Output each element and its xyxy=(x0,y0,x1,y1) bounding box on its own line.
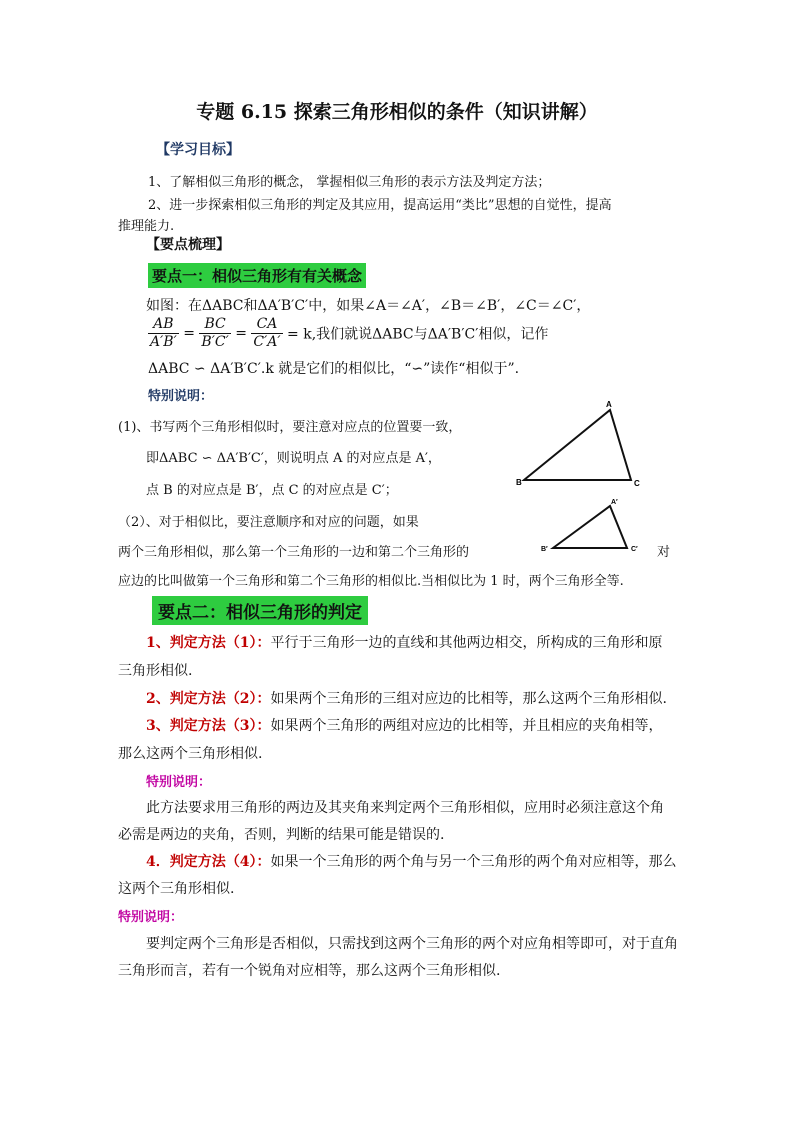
note-4-line-b: 三角形而言，若有一个锐角对应相等，那么这两个三角形相似. xyxy=(118,963,501,979)
method-4-line-b: 这两个三角形相似. xyxy=(118,881,235,897)
note-3-line-b: 必需是两边的夹角，否则，判断的结果可能是错误的. xyxy=(118,827,445,843)
method-1-text: 平行于三角形一边的直线和其他两边相交，所构成的三角形和原 xyxy=(270,635,663,651)
vertex-b-prime-label: B′ xyxy=(541,546,548,553)
method-3-line-b: 那么这两个三角形相似. xyxy=(118,746,263,762)
note-2-line-b-tail: 对 xyxy=(657,545,671,560)
learning-goals-heading: 【学习目标】 xyxy=(156,142,240,158)
special-note-label: 特别说明： xyxy=(148,389,214,404)
method-3-label: 3、判定方法（3）： xyxy=(146,718,271,734)
note-2-line-c: 应边的比叫做第一个三角形和第二个三角形的相似比.当相似比为 1 时，两个三角形全等. xyxy=(118,574,624,589)
method-3-line-a xyxy=(146,715,662,735)
key-points-heading: 【要点梳理】 xyxy=(146,237,230,253)
vertex-c-prime-label: C′ xyxy=(631,546,638,553)
ratio-ca: $\frac{CA}{C'A'}$ xyxy=(253,316,281,350)
note-2-line-a: （2）、对于相似比，要注意顺序和对应的问题，如果 xyxy=(118,515,419,530)
method-2-line xyxy=(146,688,667,708)
definition-line-2: = k,我们就说ΔABC与ΔA′B′C′相似，记作 xyxy=(287,326,549,343)
vertex-b-label: B xyxy=(516,478,522,487)
method-2-text: 如果两个三角形的三组对应边的比相等，那么这两个三角形相似. xyxy=(270,691,667,707)
equals-sign: = xyxy=(235,325,247,342)
goal-item-1: 1、了解相似三角形的概念， 掌握相似三角形的表示方法及判定方法； xyxy=(148,175,551,190)
method-1-label: 1、判定方法（1）： xyxy=(146,635,271,651)
note-4-line-a: 要判定两个三角形是否相似，只需找到这两个三角形的两个对应角相等即可，对于直角 xyxy=(146,936,678,952)
page-title: 专题 6.15 探索三角形相似的条件（知识讲解） xyxy=(196,101,598,123)
triangle-a1b1c1 xyxy=(553,506,627,548)
ratio-bc: $\frac{BC}{B'C'}$ xyxy=(201,316,229,350)
note-1-line-b: 即ΔABC ∽ ΔA′B′C′，则说明点 A 的对应点是 A′， xyxy=(146,451,441,466)
method-4-text: 如果一个三角形的两个角与另一个三角形的两个角对应相等，那么 xyxy=(270,854,677,870)
similar-triangles-figure xyxy=(508,396,658,561)
goal-item-3: 推理能力. xyxy=(118,219,175,234)
note-2-line-b: 两个三角形相似，那么第一个三角形的一边和第二个三角形的 xyxy=(118,545,470,560)
ratio-equation xyxy=(148,316,548,351)
vertex-a-prime-label: A′ xyxy=(611,499,618,506)
triangle-abc xyxy=(524,410,631,480)
method-2-label: 2、判定方法（2）： xyxy=(146,691,271,707)
method-4-line-a xyxy=(146,851,676,871)
special-note-4-label: 特别说明： xyxy=(118,910,184,925)
note-1-line-a: (1)、书写两个三角形相似时，要注意对应点的位置要一致， xyxy=(118,420,462,435)
definition-line-3: ΔABC ∽ ΔA′B′C′.k 就是它们的相似比，“∽”读作“相似于”. xyxy=(148,361,520,377)
method-4-label: 4．判定方法（4）： xyxy=(146,854,271,870)
method-1-line-a xyxy=(146,632,662,652)
point-two-label: 要点二：相似三角形的判定 xyxy=(152,596,368,625)
definition-line-1: 如图：在ΔABC和ΔA′B′C′中，如果∠A＝∠A′，∠B＝∠B′，∠C＝∠C′， xyxy=(146,298,591,314)
method-3-text: 如果两个三角形的两组对应边的比相等，并且相应的夹角相等， xyxy=(270,718,663,734)
ratio-ab: $\frac{AB}{A'B'}$ xyxy=(150,316,177,350)
equals-sign: = xyxy=(183,325,195,342)
goal-item-2: 2、进一步探索相似三角形的判定及其应用，提高运用“类比”思想的自觉性，提高 xyxy=(148,198,612,213)
vertex-a-label: A xyxy=(606,400,612,409)
note-1-line-c: 点 B 的对应点是 B′，点 C 的对应点是 C′； xyxy=(146,483,398,498)
point-one-label: 要点一：相似三角形有有关概念 xyxy=(148,263,366,288)
method-1-line-b: 三角形相似. xyxy=(118,663,193,679)
vertex-c-label: C xyxy=(634,479,640,488)
special-note-3-label: 特别说明： xyxy=(146,775,212,790)
note-3-line-a: 此方法要求用三角形的两边及其夹角来判定两个三角形相似，应用时必须注意这个角 xyxy=(146,800,664,816)
